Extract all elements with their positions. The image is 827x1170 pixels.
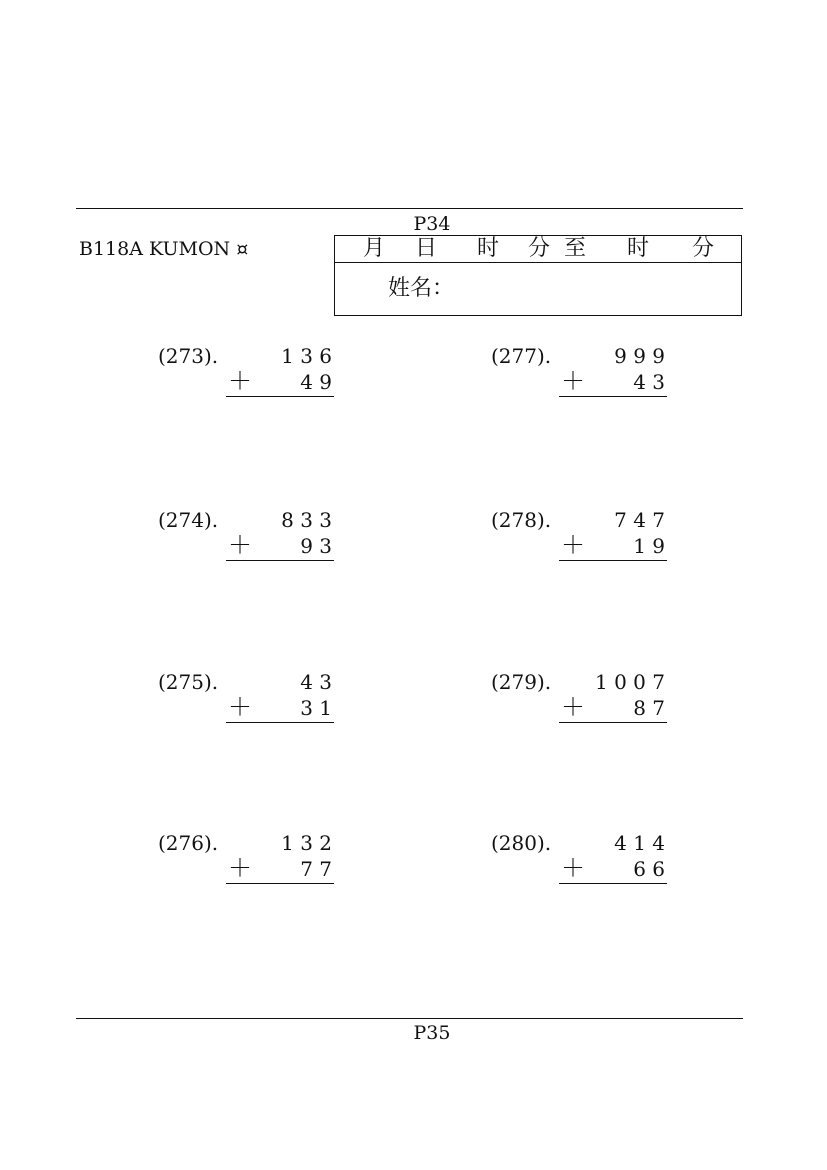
problem-number: (279). — [491, 670, 552, 694]
addend-top: 8 3 3 — [281, 508, 332, 532]
addend-top: 7 4 7 — [614, 508, 665, 532]
addend-bottom: 9 3 — [300, 534, 332, 558]
addend-top: 1 3 6 — [281, 344, 332, 368]
addend-top: 4 3 — [300, 670, 332, 694]
minute-label: 分 — [528, 236, 551, 261]
sum-underline — [226, 883, 334, 884]
plus-sign: ＋ — [228, 367, 252, 395]
minute-label-2: 分 — [692, 236, 715, 261]
addend-bottom: 8 7 — [633, 696, 665, 720]
sum-underline — [559, 396, 667, 397]
problem-number: (275). — [158, 670, 219, 694]
worksheet-code: B118A KUMON ¤ — [79, 238, 249, 260]
problem-number: (277). — [491, 344, 552, 368]
addend-top: 1 0 0 7 — [595, 670, 665, 694]
sum-underline — [559, 883, 667, 884]
to-label: 至 — [564, 236, 587, 261]
hour-label: 时 — [477, 236, 500, 261]
problem-number: (280). — [491, 831, 552, 855]
problem-number: (273). — [158, 344, 219, 368]
time-row — [335, 236, 741, 263]
problem-number: (278). — [491, 508, 552, 532]
sum-underline — [559, 560, 667, 561]
plus-sign: ＋ — [228, 693, 252, 721]
bottom-page-number: P35 — [413, 1022, 451, 1044]
sum-underline — [226, 722, 334, 723]
addend-bottom: 6 6 — [633, 857, 665, 881]
addend-bottom: 4 9 — [300, 370, 332, 394]
plus-sign: ＋ — [561, 693, 585, 721]
day-label: 日 — [415, 236, 438, 261]
time-name-box — [334, 235, 742, 316]
name-label: 姓名： — [388, 276, 455, 301]
problem-number: (274). — [158, 508, 219, 532]
plus-sign: ＋ — [561, 367, 585, 395]
plus-sign: ＋ — [228, 531, 252, 559]
plus-sign: ＋ — [228, 854, 252, 882]
sum-underline — [559, 722, 667, 723]
addend-bottom: 4 3 — [633, 370, 665, 394]
plus-sign: ＋ — [561, 531, 585, 559]
addend-top: 9 9 9 — [614, 344, 665, 368]
addend-bottom: 1 9 — [633, 534, 665, 558]
addend-bottom: 3 1 — [300, 696, 332, 720]
top-rule — [76, 208, 743, 209]
month-label: 月 — [363, 236, 386, 261]
sum-underline — [226, 560, 334, 561]
addend-bottom: 7 7 — [300, 857, 332, 881]
hour-label-2: 时 — [627, 236, 650, 261]
plus-sign: ＋ — [561, 854, 585, 882]
bottom-rule — [76, 1018, 743, 1019]
top-page-number: P34 — [413, 213, 451, 235]
problem-number: (276). — [158, 831, 219, 855]
sum-underline — [226, 396, 334, 397]
addend-top: 1 3 2 — [281, 831, 332, 855]
addend-top: 4 1 4 — [614, 831, 665, 855]
